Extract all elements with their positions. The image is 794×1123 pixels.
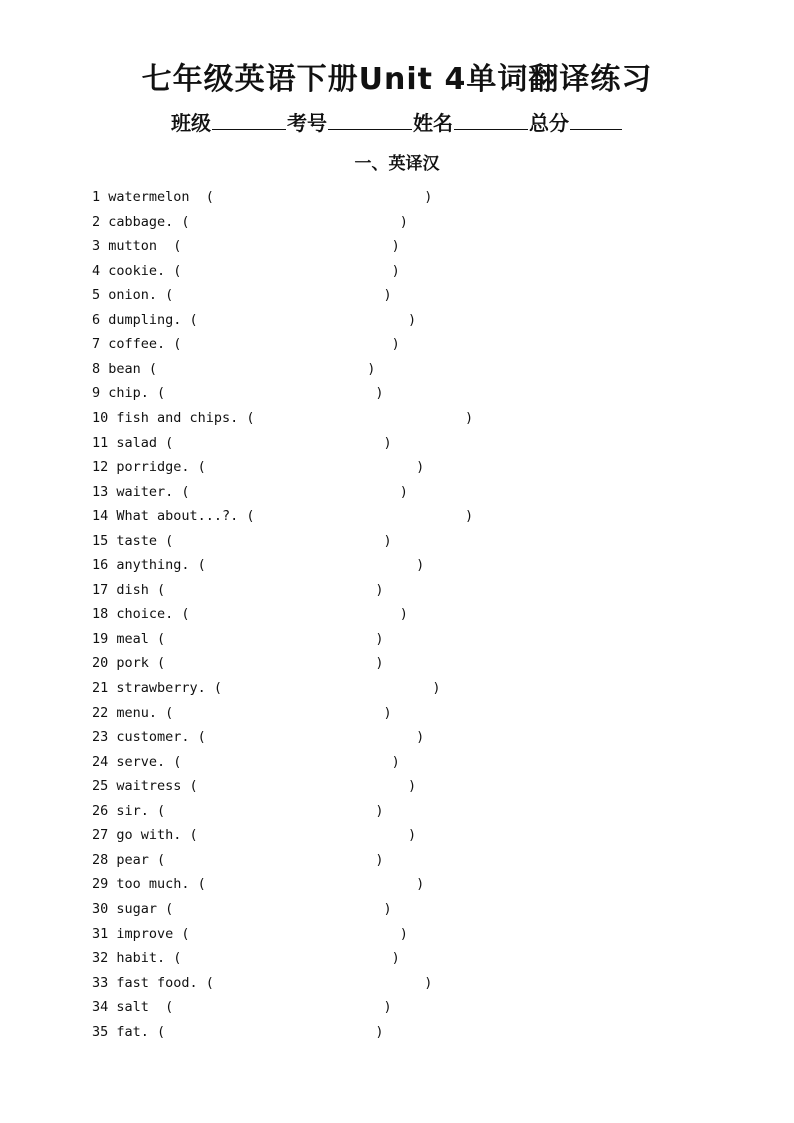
vocabulary-item <box>92 897 392 921</box>
class-blank[interactable] <box>212 109 286 130</box>
vocabulary-item-text: 21 strawberry. ( <box>92 680 223 696</box>
closing-parenthesis: ) <box>383 287 392 304</box>
vocabulary-item-text: 28 pear ( <box>92 851 166 868</box>
vocabulary-item-text: 11 salad ( <box>92 434 174 451</box>
vocabulary-item <box>92 210 408 234</box>
answer-blank[interactable] <box>174 995 384 1019</box>
answer-blank[interactable] <box>214 185 424 209</box>
vocabulary-item <box>92 799 384 823</box>
answer-blank[interactable] <box>174 431 384 455</box>
vocabulary-item <box>92 431 392 455</box>
vocabulary-item <box>92 848 384 872</box>
closing-parenthesis: ) <box>407 827 417 844</box>
vocabulary-item-text: 4 cookie. ( <box>92 262 182 279</box>
vocabulary-item <box>92 480 408 504</box>
closing-parenthesis: ) <box>407 311 417 328</box>
student-info-line <box>0 108 794 138</box>
exam-number-label: 考号 <box>287 111 327 135</box>
closing-parenthesis: ) <box>416 557 425 574</box>
closing-parenthesis: ) <box>432 680 441 696</box>
answer-blank[interactable] <box>182 332 392 356</box>
answer-blank[interactable] <box>174 701 384 725</box>
name-label: 姓名 <box>413 111 453 135</box>
vocabulary-item-text: 8 bean ( <box>92 360 158 377</box>
vocabulary-item <box>92 995 392 1019</box>
answer-blank[interactable] <box>174 529 384 553</box>
worksheet-title: 七年级英语下册Unit 4单词翻译练习 <box>141 62 653 97</box>
vocabulary-item <box>92 701 392 725</box>
answer-blank[interactable] <box>206 725 416 749</box>
answer-blank[interactable] <box>165 578 375 602</box>
closing-parenthesis: ) <box>391 753 400 770</box>
answer-blank[interactable] <box>165 1020 375 1044</box>
vocabulary-item-text: 13 waiter. ( <box>92 483 190 500</box>
vocabulary-item-text: 35 fat. ( <box>92 1023 166 1040</box>
score-blank[interactable] <box>570 109 622 130</box>
closing-parenthesis: ) <box>407 778 417 795</box>
vocabulary-item <box>92 872 425 896</box>
vocabulary-item <box>92 357 376 381</box>
vocabulary-item <box>92 750 400 774</box>
closing-parenthesis: ) <box>375 1023 384 1040</box>
answer-blank[interactable] <box>198 823 408 847</box>
vocabulary-item <box>92 725 425 749</box>
vocabulary-item-text: 2 cabbage. ( <box>92 213 190 230</box>
vocabulary-item-text: 7 coffee. ( <box>92 336 182 353</box>
answer-blank[interactable] <box>206 455 416 479</box>
closing-parenthesis: ) <box>399 606 408 623</box>
vocabulary-item <box>92 406 474 430</box>
vocabulary-item <box>92 455 425 479</box>
vocabulary-item <box>92 185 433 209</box>
vocabulary-item-text: 23 customer. ( <box>92 729 206 746</box>
closing-parenthesis: ) <box>391 950 400 967</box>
closing-parenthesis: ) <box>375 581 384 598</box>
vocabulary-item-text: 14 What about...?. ( <box>92 508 255 525</box>
vocabulary-item <box>92 774 417 798</box>
vocabulary-item-text: 17 dish ( <box>92 581 166 598</box>
vocabulary-item-text: 10 fish and chips. ( <box>92 409 255 426</box>
answer-blank[interactable] <box>206 553 416 577</box>
name-blank[interactable] <box>454 109 528 130</box>
answer-blank[interactable] <box>190 210 400 234</box>
answer-blank[interactable] <box>214 971 424 995</box>
vocabulary-item-text: 1 watermelon ( <box>92 189 214 205</box>
vocabulary-item <box>92 504 474 528</box>
closing-parenthesis: ) <box>375 802 384 819</box>
vocabulary-item <box>92 283 392 307</box>
vocabulary-item <box>92 234 400 258</box>
closing-parenthesis: ) <box>416 459 425 476</box>
vocabulary-item-text: 33 fast food. ( <box>92 974 214 991</box>
answer-blank[interactable] <box>182 259 392 283</box>
closing-parenthesis: ) <box>399 483 408 500</box>
answer-blank[interactable] <box>198 774 408 798</box>
vocabulary-item-text: 19 meal ( <box>92 630 166 647</box>
answer-blank[interactable] <box>174 283 384 307</box>
vocabulary-item-text: 9 chip. ( <box>92 385 166 402</box>
vocabulary-item <box>92 971 433 995</box>
closing-parenthesis: ) <box>375 851 384 868</box>
answer-blank[interactable] <box>222 676 432 700</box>
class-label: 班级 <box>171 111 211 135</box>
closing-parenthesis: ) <box>416 729 425 746</box>
answer-blank[interactable] <box>182 946 392 970</box>
vocabulary-item <box>92 946 400 970</box>
answer-blank[interactable] <box>165 848 375 872</box>
vocabulary-item <box>92 308 417 332</box>
answer-blank[interactable] <box>190 922 400 946</box>
closing-parenthesis: ) <box>375 385 384 402</box>
closing-parenthesis: ) <box>399 925 408 942</box>
closing-parenthesis: ) <box>424 189 433 205</box>
closing-parenthesis: ) <box>424 974 433 991</box>
section-heading: 一、英译汉 <box>354 154 440 174</box>
vocabulary-item-text: 3 mutton ( <box>92 238 182 255</box>
answer-blank[interactable] <box>182 234 392 258</box>
vocabulary-item-text: 16 anything. ( <box>92 557 206 574</box>
closing-parenthesis: ) <box>383 999 392 1016</box>
vocabulary-item <box>92 259 400 283</box>
answer-blank[interactable] <box>255 504 465 528</box>
vocabulary-item-text: 24 serve. ( <box>92 753 182 770</box>
closing-parenthesis: ) <box>375 630 384 647</box>
closing-parenthesis: ) <box>383 434 392 451</box>
vocabulary-item-text: 29 too much. ( <box>92 876 206 893</box>
vocabulary-item <box>92 676 441 700</box>
answer-blank[interactable] <box>255 406 465 430</box>
answer-blank[interactable] <box>174 897 384 921</box>
vocabulary-item-text: 27 go with. ( <box>92 827 198 844</box>
vocabulary-item-text: 18 choice. ( <box>92 606 190 623</box>
closing-parenthesis: ) <box>399 213 408 230</box>
vocabulary-item <box>92 627 384 651</box>
answer-blank[interactable] <box>165 799 375 823</box>
vocabulary-item <box>92 602 408 626</box>
vocabulary-item <box>92 332 400 356</box>
answer-blank[interactable] <box>182 750 392 774</box>
vocabulary-item-text: 32 habit. ( <box>92 950 182 967</box>
closing-parenthesis: ) <box>367 360 376 377</box>
closing-parenthesis: ) <box>465 508 474 525</box>
exam-number-blank[interactable] <box>328 109 412 130</box>
answer-blank[interactable] <box>198 308 408 332</box>
answer-blank[interactable] <box>190 480 400 504</box>
vocabulary-item-text: 34 salt ( <box>92 999 174 1016</box>
vocabulary-item-text: 31 improve ( <box>92 925 190 942</box>
vocabulary-item <box>92 553 425 577</box>
vocabulary-item-text: 6 dumpling. ( <box>92 311 198 328</box>
closing-parenthesis: ) <box>416 876 425 893</box>
vocabulary-item <box>92 1020 384 1044</box>
closing-parenthesis: ) <box>391 262 400 279</box>
closing-parenthesis: ) <box>383 532 392 549</box>
answer-blank[interactable] <box>157 357 367 381</box>
vocabulary-item-text: 5 onion. ( <box>92 287 174 304</box>
vocabulary-item-text: 22 menu. ( <box>92 704 174 721</box>
answer-blank[interactable] <box>206 872 416 896</box>
answer-blank[interactable] <box>165 381 375 405</box>
vocabulary-item-text: 20 pork ( <box>92 655 166 672</box>
vocabulary-item-text: 26 sir. ( <box>92 802 166 819</box>
vocabulary-item-text: 12 porridge. ( <box>92 459 206 476</box>
closing-parenthesis: ) <box>383 900 392 917</box>
vocabulary-item <box>92 578 384 602</box>
closing-parenthesis: ) <box>375 655 384 672</box>
closing-parenthesis: ) <box>391 238 400 255</box>
score-label: 总分 <box>529 111 569 135</box>
vocabulary-item <box>92 651 384 675</box>
vocabulary-item-text: 25 waitress ( <box>92 778 198 795</box>
answer-blank[interactable] <box>165 627 375 651</box>
closing-parenthesis: ) <box>383 704 392 721</box>
vocabulary-item <box>92 823 417 847</box>
vocabulary-item-text: 15 taste ( <box>92 532 174 549</box>
answer-blank[interactable] <box>190 602 400 626</box>
vocabulary-item <box>92 529 392 553</box>
vocabulary-item-text: 30 sugar ( <box>92 900 174 917</box>
vocabulary-item <box>92 922 408 946</box>
vocabulary-item <box>92 381 384 405</box>
answer-blank[interactable] <box>165 651 375 675</box>
closing-parenthesis: ) <box>465 409 474 426</box>
closing-parenthesis: ) <box>391 336 400 353</box>
